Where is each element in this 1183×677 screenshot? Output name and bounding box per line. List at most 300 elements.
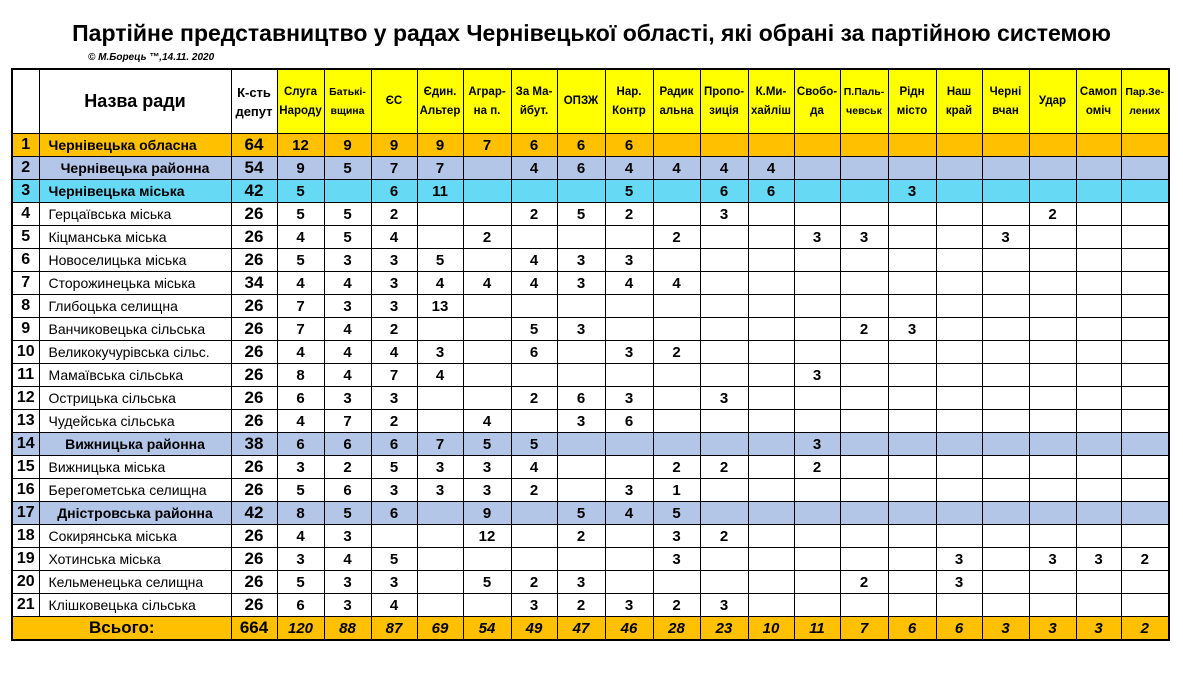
party-seats: 3	[324, 525, 371, 548]
party-label-line2: Альтер	[419, 104, 461, 117]
party-seats	[653, 203, 700, 226]
party-seats: 5	[511, 433, 557, 456]
party-seats: 2	[653, 456, 700, 479]
party-seats	[1029, 180, 1076, 203]
party-seats	[417, 525, 463, 548]
row-number: 5	[12, 226, 39, 249]
party-seats	[1029, 295, 1076, 318]
party-seats	[888, 571, 936, 594]
row-number: 12	[12, 387, 39, 410]
party-seats	[840, 525, 888, 548]
party-seats: 3	[700, 387, 748, 410]
deputy-count: 54	[231, 157, 277, 180]
party-seats: 3	[277, 548, 324, 571]
party-seats	[936, 410, 982, 433]
party-seats	[794, 295, 840, 318]
table-row	[12, 318, 1169, 341]
header-party-18	[1121, 69, 1169, 134]
party-seats	[982, 456, 1029, 479]
party-seats	[840, 341, 888, 364]
deputy-count: 26	[231, 249, 277, 272]
party-seats	[463, 157, 511, 180]
party-seats	[936, 479, 982, 502]
council-representation-table	[11, 68, 1170, 641]
party-seats: 2	[653, 341, 700, 364]
party-seats	[1121, 433, 1169, 456]
party-seats	[1076, 594, 1121, 617]
party-seats	[748, 203, 794, 226]
party-seats	[700, 502, 748, 525]
party-seats	[982, 479, 1029, 502]
party-seats: 5	[463, 433, 511, 456]
party-seats	[982, 502, 1029, 525]
party-seats	[653, 295, 700, 318]
party-seats	[653, 318, 700, 341]
party-seats: 5	[277, 180, 324, 203]
party-seats	[605, 525, 653, 548]
party-seats: 7	[277, 295, 324, 318]
party-seats: 4	[277, 226, 324, 249]
party-seats: 6	[371, 180, 417, 203]
party-label-line1: Рідн	[899, 85, 925, 98]
party-label-line2: вчан	[992, 104, 1019, 117]
party-seats	[794, 410, 840, 433]
party-seats	[511, 295, 557, 318]
party-seats	[1121, 502, 1169, 525]
party-seats	[982, 341, 1029, 364]
party-label-line2: Народу	[279, 104, 322, 117]
party-seats	[417, 203, 463, 226]
party-seats: 3	[794, 226, 840, 249]
party-seats: 3	[888, 180, 936, 203]
party-seats	[840, 548, 888, 571]
party-seats	[936, 456, 982, 479]
deputy-count: 26	[231, 203, 277, 226]
party-seats	[653, 180, 700, 203]
row-number: 21	[12, 594, 39, 617]
party-seats	[557, 479, 605, 502]
party-total: 49	[511, 617, 557, 641]
party-seats	[605, 364, 653, 387]
party-total: 6	[888, 617, 936, 641]
party-seats	[982, 318, 1029, 341]
party-seats	[1076, 295, 1121, 318]
party-seats	[982, 433, 1029, 456]
party-label-line2: альна	[659, 104, 694, 117]
table-row	[12, 364, 1169, 387]
table-body	[12, 134, 1169, 641]
party-seats	[888, 134, 936, 157]
party-seats	[888, 249, 936, 272]
council-name: Герцаївська міська	[39, 203, 231, 226]
party-seats	[840, 456, 888, 479]
table-row	[12, 387, 1169, 410]
party-seats: 4	[324, 318, 371, 341]
party-seats	[982, 548, 1029, 571]
party-seats	[936, 226, 982, 249]
party-seats	[1029, 387, 1076, 410]
party-seats	[1076, 456, 1121, 479]
party-seats: 8	[277, 364, 324, 387]
deputy-count: 26	[231, 594, 277, 617]
party-seats	[700, 134, 748, 157]
row-number: 20	[12, 571, 39, 594]
party-seats	[936, 364, 982, 387]
party-label-line2: місто	[896, 104, 928, 117]
party-label-line1: Пар.Зе-	[1125, 85, 1165, 98]
party-seats	[982, 525, 1029, 548]
party-seats: 4	[511, 157, 557, 180]
party-seats	[463, 548, 511, 571]
row-number: 11	[12, 364, 39, 387]
party-seats: 7	[371, 364, 417, 387]
party-seats	[511, 180, 557, 203]
party-seats: 4	[748, 157, 794, 180]
party-seats	[1121, 364, 1169, 387]
party-seats	[653, 571, 700, 594]
party-seats: 3	[605, 479, 653, 502]
party-seats: 5	[463, 571, 511, 594]
party-seats	[888, 410, 936, 433]
row-number: 9	[12, 318, 39, 341]
party-seats	[888, 157, 936, 180]
party-seats	[982, 594, 1029, 617]
party-label-line1: П.Паль-	[843, 85, 885, 98]
party-seats	[794, 203, 840, 226]
party-seats: 1	[653, 479, 700, 502]
party-seats	[888, 364, 936, 387]
party-seats: 3	[557, 571, 605, 594]
party-seats	[1029, 594, 1076, 617]
party-seats: 2	[557, 525, 605, 548]
party-seats	[605, 295, 653, 318]
party-seats	[936, 502, 982, 525]
party-seats	[557, 433, 605, 456]
party-seats	[1076, 502, 1121, 525]
party-seats	[653, 433, 700, 456]
party-seats	[888, 479, 936, 502]
table-row	[12, 410, 1169, 433]
party-seats	[1076, 249, 1121, 272]
party-seats: 2	[700, 456, 748, 479]
party-label-line1: ОПЗЖ	[563, 95, 599, 107]
party-seats: 5	[277, 479, 324, 502]
table-row	[12, 157, 1169, 180]
party-seats	[982, 410, 1029, 433]
party-seats: 2	[840, 571, 888, 594]
party-seats	[1029, 433, 1076, 456]
council-name: Вижницька міська	[39, 456, 231, 479]
party-seats	[794, 180, 840, 203]
row-number: 3	[12, 180, 39, 203]
party-seats	[605, 571, 653, 594]
party-seats	[417, 410, 463, 433]
party-label-line2: Контр	[612, 104, 646, 117]
copyright-note: © М.Борець ™,14.11. 2020	[88, 52, 215, 63]
party-seats: 2	[324, 456, 371, 479]
party-seats: 6	[511, 341, 557, 364]
party-label-line1: К.Ми-	[755, 85, 787, 98]
party-seats: 3	[463, 479, 511, 502]
party-seats: 5	[557, 502, 605, 525]
party-seats	[748, 272, 794, 295]
party-seats: 3	[511, 594, 557, 617]
party-seats	[888, 548, 936, 571]
party-seats: 3	[417, 479, 463, 502]
party-seats	[794, 525, 840, 548]
party-seats	[417, 502, 463, 525]
header-party-7	[605, 69, 653, 134]
row-number: 1	[12, 134, 39, 157]
party-seats	[1076, 433, 1121, 456]
deputy-count: 26	[231, 479, 277, 502]
party-seats	[748, 410, 794, 433]
party-seats	[936, 203, 982, 226]
party-seats: 4	[605, 272, 653, 295]
party-total: 23	[700, 617, 748, 641]
party-seats	[794, 502, 840, 525]
council-name: Кельменецька селищна	[39, 571, 231, 594]
party-seats: 6	[511, 134, 557, 157]
party-seats	[748, 571, 794, 594]
party-seats: 6	[324, 479, 371, 502]
party-seats	[1121, 318, 1169, 341]
party-seats	[1029, 134, 1076, 157]
party-seats	[653, 134, 700, 157]
party-seats: 5	[605, 180, 653, 203]
party-label-line1: Радик	[659, 85, 694, 98]
party-seats	[748, 318, 794, 341]
party-label-line2: чевськ	[846, 104, 882, 117]
party-seats: 3	[324, 295, 371, 318]
party-seats: 3	[605, 341, 653, 364]
header-party-14	[936, 69, 982, 134]
party-seats	[1076, 134, 1121, 157]
header-party-5	[511, 69, 557, 134]
header-party-10	[748, 69, 794, 134]
party-seats	[982, 203, 1029, 226]
party-seats	[982, 180, 1029, 203]
party-seats: 3	[700, 203, 748, 226]
party-seats: 6	[605, 134, 653, 157]
party-seats	[840, 295, 888, 318]
party-seats	[1121, 157, 1169, 180]
header-party-8	[653, 69, 700, 134]
party-seats	[840, 249, 888, 272]
table-row	[12, 548, 1169, 571]
party-seats: 2	[511, 387, 557, 410]
party-seats	[417, 548, 463, 571]
party-seats	[557, 180, 605, 203]
party-seats	[371, 525, 417, 548]
party-seats	[982, 272, 1029, 295]
party-seats	[936, 341, 982, 364]
total-deputy-count: 664	[231, 617, 277, 641]
party-seats	[840, 502, 888, 525]
party-seats	[1121, 571, 1169, 594]
party-seats	[1076, 479, 1121, 502]
party-seats	[888, 387, 936, 410]
party-seats: 7	[417, 157, 463, 180]
party-label-line1: Пропо-	[703, 85, 745, 98]
party-seats	[1076, 387, 1121, 410]
party-seats: 2	[1121, 548, 1169, 571]
deputy-count: 26	[231, 364, 277, 387]
row-number: 15	[12, 456, 39, 479]
party-seats	[1029, 502, 1076, 525]
party-seats	[888, 594, 936, 617]
party-seats: 6	[748, 180, 794, 203]
header-party-6	[557, 69, 605, 134]
party-seats	[840, 433, 888, 456]
party-seats: 4	[324, 548, 371, 571]
party-seats: 2	[371, 318, 417, 341]
party-seats: 6	[557, 157, 605, 180]
party-seats: 4	[417, 272, 463, 295]
party-seats: 2	[840, 318, 888, 341]
party-seats: 4	[605, 502, 653, 525]
row-number: 4	[12, 203, 39, 226]
party-seats: 3	[324, 571, 371, 594]
deputy-count: 26	[231, 387, 277, 410]
party-seats: 5	[511, 318, 557, 341]
party-seats: 9	[417, 134, 463, 157]
party-seats	[1121, 456, 1169, 479]
party-seats	[1029, 571, 1076, 594]
party-seats	[1076, 571, 1121, 594]
party-total: 6	[936, 617, 982, 641]
party-seats	[511, 364, 557, 387]
party-seats: 11	[417, 180, 463, 203]
deputy-count: 26	[231, 525, 277, 548]
table-header	[12, 69, 1169, 134]
party-seats: 5	[277, 249, 324, 272]
party-seats	[1121, 410, 1169, 433]
party-seats	[463, 318, 511, 341]
party-label-line2: на п.	[473, 104, 501, 117]
party-total: 3	[1076, 617, 1121, 641]
deputy-count: 26	[231, 341, 277, 364]
party-seats	[748, 226, 794, 249]
party-seats	[1076, 272, 1121, 295]
deputy-count: 26	[231, 318, 277, 341]
party-seats	[463, 249, 511, 272]
party-seats	[557, 226, 605, 249]
party-seats: 5	[653, 502, 700, 525]
party-seats: 3	[371, 571, 417, 594]
party-seats	[605, 226, 653, 249]
party-seats	[748, 594, 794, 617]
party-total: 47	[557, 617, 605, 641]
party-seats	[888, 272, 936, 295]
party-seats	[748, 548, 794, 571]
party-seats: 4	[324, 364, 371, 387]
table-row	[12, 272, 1169, 295]
party-seats: 6	[371, 433, 417, 456]
party-seats	[982, 157, 1029, 180]
party-seats	[840, 134, 888, 157]
party-seats: 3	[936, 548, 982, 571]
party-seats	[936, 157, 982, 180]
row-number: 7	[12, 272, 39, 295]
party-label-line2: вщина	[330, 104, 365, 117]
table-row	[12, 594, 1169, 617]
party-seats: 2	[371, 410, 417, 433]
council-name: Вижницька районна	[39, 433, 231, 456]
party-seats: 4	[324, 341, 371, 364]
party-seats	[794, 479, 840, 502]
party-seats	[417, 226, 463, 249]
totals-row	[12, 617, 1169, 641]
header-row	[12, 69, 1169, 134]
party-seats	[794, 157, 840, 180]
party-seats	[982, 295, 1029, 318]
header-party-1	[324, 69, 371, 134]
party-seats: 4	[605, 157, 653, 180]
party-seats: 6	[371, 502, 417, 525]
deputy-count: 26	[231, 548, 277, 571]
party-seats	[888, 203, 936, 226]
party-seats	[1076, 525, 1121, 548]
council-name: Чернівецька районна	[39, 157, 231, 180]
party-seats	[511, 525, 557, 548]
party-seats	[840, 594, 888, 617]
party-seats	[1121, 272, 1169, 295]
party-seats	[1076, 318, 1121, 341]
party-seats	[700, 226, 748, 249]
party-seats	[840, 180, 888, 203]
party-label-line1: Черні	[989, 85, 1022, 98]
table-row	[12, 134, 1169, 157]
party-seats	[700, 479, 748, 502]
party-seats	[840, 387, 888, 410]
party-seats: 5	[324, 226, 371, 249]
party-seats: 3	[417, 456, 463, 479]
council-name: Острицька сільська	[39, 387, 231, 410]
party-total: 3	[1029, 617, 1076, 641]
party-seats	[463, 387, 511, 410]
header-party-15	[982, 69, 1029, 134]
party-seats	[463, 180, 511, 203]
deputy-count: 26	[231, 571, 277, 594]
party-seats: 3	[1076, 548, 1121, 571]
council-name: Хотинська міська	[39, 548, 231, 571]
row-number: 10	[12, 341, 39, 364]
council-name: Чудейська сільська	[39, 410, 231, 433]
party-seats	[748, 387, 794, 410]
party-seats: 4	[277, 525, 324, 548]
party-seats: 4	[511, 272, 557, 295]
party-seats	[748, 364, 794, 387]
party-seats	[1121, 594, 1169, 617]
table-row	[12, 226, 1169, 249]
party-seats: 4	[463, 410, 511, 433]
party-seats	[936, 134, 982, 157]
party-seats: 3	[557, 410, 605, 433]
party-seats	[417, 318, 463, 341]
party-seats: 4	[371, 594, 417, 617]
party-seats: 7	[324, 410, 371, 433]
header-party-11	[794, 69, 840, 134]
party-seats	[748, 502, 794, 525]
party-seats: 4	[277, 410, 324, 433]
party-seats: 3	[605, 387, 653, 410]
party-seats: 2	[700, 525, 748, 548]
party-label-line2: оміч	[1085, 104, 1112, 117]
party-seats: 4	[417, 364, 463, 387]
party-seats	[605, 318, 653, 341]
header-party-17	[1076, 69, 1121, 134]
